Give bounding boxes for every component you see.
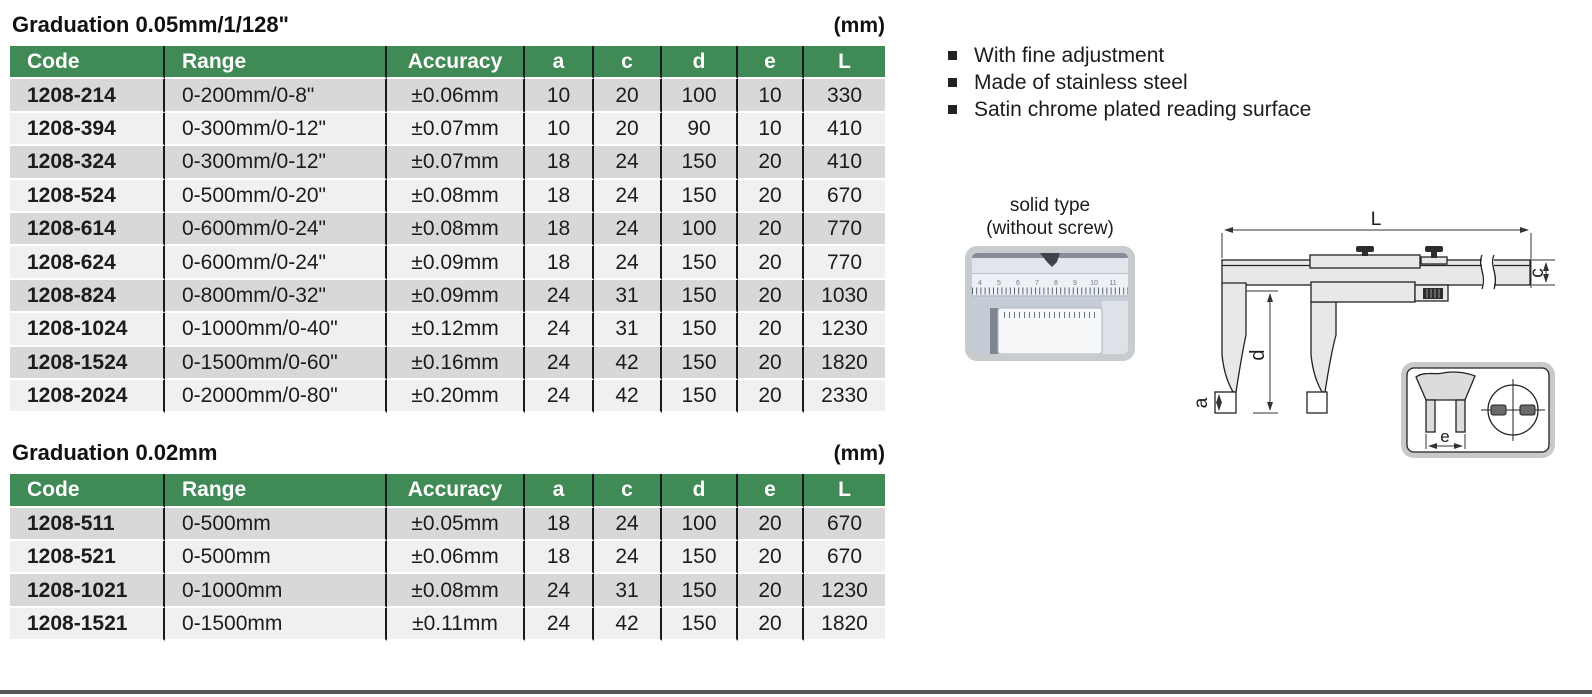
value-cell: 24: [525, 574, 594, 607]
table-row: [10, 146, 885, 179]
value-cell: 150: [662, 280, 738, 313]
dim-label-e: e: [1440, 427, 1450, 446]
dim-label-L: L: [1370, 209, 1382, 230]
feature-item: [948, 42, 1311, 69]
value-cell: ±0.09mm: [387, 280, 525, 313]
column-header-d: d: [662, 46, 738, 79]
value-cell: 18: [525, 541, 594, 574]
table2-title: Graduation 0.02mm: [12, 440, 218, 466]
value-cell: 0-500mm: [165, 541, 387, 574]
photo-caption-line2: (without screw): [986, 218, 1114, 239]
table2-unit-label: (mm): [833, 442, 885, 466]
bottom-divider: [0, 690, 1592, 694]
value-cell: 24: [594, 180, 662, 213]
value-cell: 1820: [804, 347, 885, 380]
value-cell: 1230: [804, 313, 885, 346]
value-cell: 20: [738, 213, 804, 246]
table1-title: Graduation 0.05mm/1/128": [12, 12, 289, 37]
value-cell: 24: [594, 508, 662, 541]
svg-text:10: 10: [1090, 280, 1098, 287]
value-cell: 770: [804, 246, 885, 279]
value-cell: ±0.07mm: [387, 113, 525, 146]
code-cell: 1208-614: [10, 213, 165, 246]
value-cell: 670: [804, 180, 885, 213]
value-cell: 20: [738, 380, 804, 413]
column-header-code: Code: [10, 474, 165, 507]
code-cell: 1208-2024: [10, 380, 165, 413]
value-cell: 18: [525, 213, 594, 246]
code-cell: 1208-324: [10, 146, 165, 179]
code-cell: 1208-521: [10, 541, 165, 574]
header-row: [10, 46, 885, 79]
value-cell: 20: [738, 280, 804, 313]
photo-caption-line1: solid type: [1009, 195, 1091, 216]
value-cell: 0-1000mm/0-40": [165, 313, 387, 346]
code-cell: 1208-1524: [10, 347, 165, 380]
jaw-section-head: [1416, 372, 1475, 400]
value-cell: 0-500mm/0-20": [165, 180, 387, 213]
value-cell: 24: [525, 347, 594, 380]
value-cell: 10: [738, 79, 804, 112]
value-cell: ±0.05mm: [387, 508, 525, 541]
value-cell: 20: [738, 541, 804, 574]
header-row: [10, 474, 885, 507]
spec-tables-column: [10, 12, 885, 641]
column-header-accuracy: Accuracy: [387, 46, 525, 79]
value-cell: 20: [738, 146, 804, 179]
table-row: [10, 180, 885, 213]
jaw-cross-section-inset: [1401, 362, 1555, 458]
column-header-e: e: [738, 474, 804, 507]
value-cell: 18: [525, 508, 594, 541]
table1-title-row: [12, 12, 885, 38]
value-cell: 24: [594, 246, 662, 279]
value-cell: 150: [662, 246, 738, 279]
value-cell: 330: [804, 79, 885, 112]
table-row: [10, 113, 885, 146]
value-cell: 150: [662, 313, 738, 346]
table-row: [10, 213, 885, 246]
value-cell: 24: [525, 380, 594, 413]
code-cell: 1208-1521: [10, 608, 165, 641]
value-cell: 24: [525, 608, 594, 641]
table-row: [10, 380, 885, 413]
value-cell: 410: [804, 146, 885, 179]
fixed-jaw: [1222, 283, 1246, 392]
value-cell: 410: [804, 113, 885, 146]
value-cell: 10: [525, 113, 594, 146]
value-cell: 1230: [804, 574, 885, 607]
column-header-d: d: [662, 474, 738, 507]
value-cell: 670: [804, 508, 885, 541]
table-row: [10, 508, 885, 541]
value-cell: 20: [594, 113, 662, 146]
svg-text:6: 6: [1016, 280, 1020, 287]
column-header-accuracy: Accuracy: [387, 474, 525, 507]
code-cell: 1208-624: [10, 246, 165, 279]
value-cell: 1820: [804, 608, 885, 641]
caliper-diagram: [1193, 185, 1565, 477]
value-cell: ±0.08mm: [387, 180, 525, 213]
column-header-l: L: [804, 474, 885, 507]
value-cell: 0-300mm/0-12": [165, 113, 387, 146]
code-cell: 1208-394: [10, 113, 165, 146]
feature-item: [948, 69, 1311, 96]
value-cell: 18: [525, 146, 594, 179]
column-header-c: c: [594, 46, 662, 79]
value-cell: 20: [738, 246, 804, 279]
feature-text: Satin chrome plated reading surface: [974, 97, 1312, 121]
value-cell: 770: [804, 213, 885, 246]
value-cell: 42: [594, 608, 662, 641]
code-cell: 1208-511: [10, 508, 165, 541]
column-header-e: e: [738, 46, 804, 79]
value-cell: 42: [594, 347, 662, 380]
value-cell: 0-1500mm: [165, 608, 387, 641]
value-cell: ±0.06mm: [387, 541, 525, 574]
table-row: [10, 313, 885, 346]
measuring-tip-right: [1520, 405, 1535, 415]
value-cell: 670: [804, 541, 885, 574]
value-cell: 20: [738, 508, 804, 541]
value-cell: 18: [525, 246, 594, 279]
column-header-code: Code: [10, 46, 165, 79]
value-cell: ±0.16mm: [387, 347, 525, 380]
value-cell: 42: [594, 380, 662, 413]
column-header-c: c: [594, 474, 662, 507]
value-cell: 100: [662, 79, 738, 112]
value-cell: 0-1000mm: [165, 574, 387, 607]
table-row: [10, 574, 885, 607]
value-cell: ±0.09mm: [387, 246, 525, 279]
value-cell: 24: [594, 146, 662, 179]
spec-table-graduation-002: [10, 474, 885, 641]
value-cell: 24: [594, 213, 662, 246]
value-cell: ±0.20mm: [387, 380, 525, 413]
slider-body: [1311, 282, 1415, 302]
square-bullet-icon: [948, 78, 957, 87]
value-cell: 100: [662, 213, 738, 246]
table-row: [10, 246, 885, 279]
value-cell: 100: [662, 508, 738, 541]
value-cell: 20: [738, 180, 804, 213]
value-cell: 24: [594, 541, 662, 574]
slider-jaw: [1311, 302, 1336, 392]
code-cell: 1208-1024: [10, 313, 165, 346]
spec-table-graduation-005: [10, 46, 885, 413]
svg-text:8: 8: [1054, 280, 1058, 287]
code-cell: 1208-1021: [10, 574, 165, 607]
value-cell: 10: [738, 113, 804, 146]
value-cell: 31: [594, 280, 662, 313]
svg-text:7: 7: [1035, 280, 1039, 287]
value-cell: 0-600mm/0-24": [165, 213, 387, 246]
column-header-a: a: [525, 46, 594, 79]
caliper-photo: [972, 253, 1128, 354]
feature-text: Made of stainless steel: [974, 70, 1188, 94]
value-cell: 18: [525, 180, 594, 213]
square-bullet-icon: [948, 51, 957, 60]
value-cell: 20: [738, 574, 804, 607]
knurled-knob: [1423, 288, 1443, 299]
column-header-l: L: [804, 46, 885, 79]
table-row: [10, 79, 885, 112]
table1-unit-label: (mm): [833, 14, 885, 37]
value-cell: 20: [738, 608, 804, 641]
value-cell: 0-200mm/0-8": [165, 79, 387, 112]
value-cell: 31: [594, 313, 662, 346]
value-cell: 150: [662, 608, 738, 641]
value-cell: 0-300mm/0-12": [165, 146, 387, 179]
table-row: [10, 347, 885, 380]
svg-text:9: 9: [1073, 280, 1077, 287]
column-header-range: Range: [165, 474, 387, 507]
slider-jaw-tip: [1307, 392, 1327, 413]
value-cell: 20: [594, 79, 662, 112]
table-row: [10, 608, 885, 641]
value-cell: ±0.11mm: [387, 608, 525, 641]
value-cell: 150: [662, 347, 738, 380]
value-cell: 0-600mm/0-24": [165, 246, 387, 279]
value-cell: 0-2000mm/0-80": [165, 380, 387, 413]
caliper-photo-frame: [965, 246, 1135, 361]
value-cell: ±0.08mm: [387, 574, 525, 607]
value-cell: 0-500mm: [165, 508, 387, 541]
value-cell: 2330: [804, 380, 885, 413]
table-row: [10, 280, 885, 313]
feature-item: [948, 96, 1311, 123]
value-cell: 0-1500mm/0-60": [165, 347, 387, 380]
product-photo-block: [950, 194, 1150, 361]
column-header-a: a: [525, 474, 594, 507]
column-header-range: Range: [165, 46, 387, 79]
value-cell: 1030: [804, 280, 885, 313]
feature-list: [948, 42, 1311, 123]
dim-label-d: d: [1247, 349, 1269, 361]
svg-text:4: 4: [978, 280, 982, 287]
dim-label-c: c: [1527, 268, 1548, 278]
value-cell: 0-800mm/0-32": [165, 280, 387, 313]
measuring-tip-left: [1491, 405, 1506, 415]
svg-text:5: 5: [997, 280, 1001, 287]
value-cell: 10: [525, 79, 594, 112]
feature-text: With fine adjustment: [974, 43, 1165, 67]
dim-label-a: a: [1193, 397, 1212, 409]
table2-title-row: [12, 440, 885, 466]
technical-drawing: [1193, 185, 1565, 482]
value-cell: 150: [662, 146, 738, 179]
value-cell: 24: [525, 280, 594, 313]
value-cell: 150: [662, 180, 738, 213]
value-cell: 150: [662, 541, 738, 574]
table-row: [10, 541, 885, 574]
fine-adjust-clamp: [1421, 257, 1447, 264]
value-cell: ±0.06mm: [387, 79, 525, 112]
code-cell: 1208-524: [10, 180, 165, 213]
value-cell: 150: [662, 574, 738, 607]
value-cell: 20: [738, 347, 804, 380]
value-cell: 24: [525, 313, 594, 346]
code-cell: 1208-824: [10, 280, 165, 313]
value-cell: 20: [738, 313, 804, 346]
value-cell: ±0.12mm: [387, 313, 525, 346]
value-cell: 150: [662, 380, 738, 413]
value-cell: 90: [662, 113, 738, 146]
slider-top-plate: [1310, 255, 1420, 268]
fixed-jaw-tip: [1215, 392, 1236, 413]
square-bullet-icon: [948, 105, 957, 114]
code-cell: 1208-214: [10, 79, 165, 112]
value-cell: 31: [594, 574, 662, 607]
svg-text:11: 11: [1109, 280, 1117, 287]
value-cell: ±0.07mm: [387, 146, 525, 179]
value-cell: ±0.08mm: [387, 213, 525, 246]
